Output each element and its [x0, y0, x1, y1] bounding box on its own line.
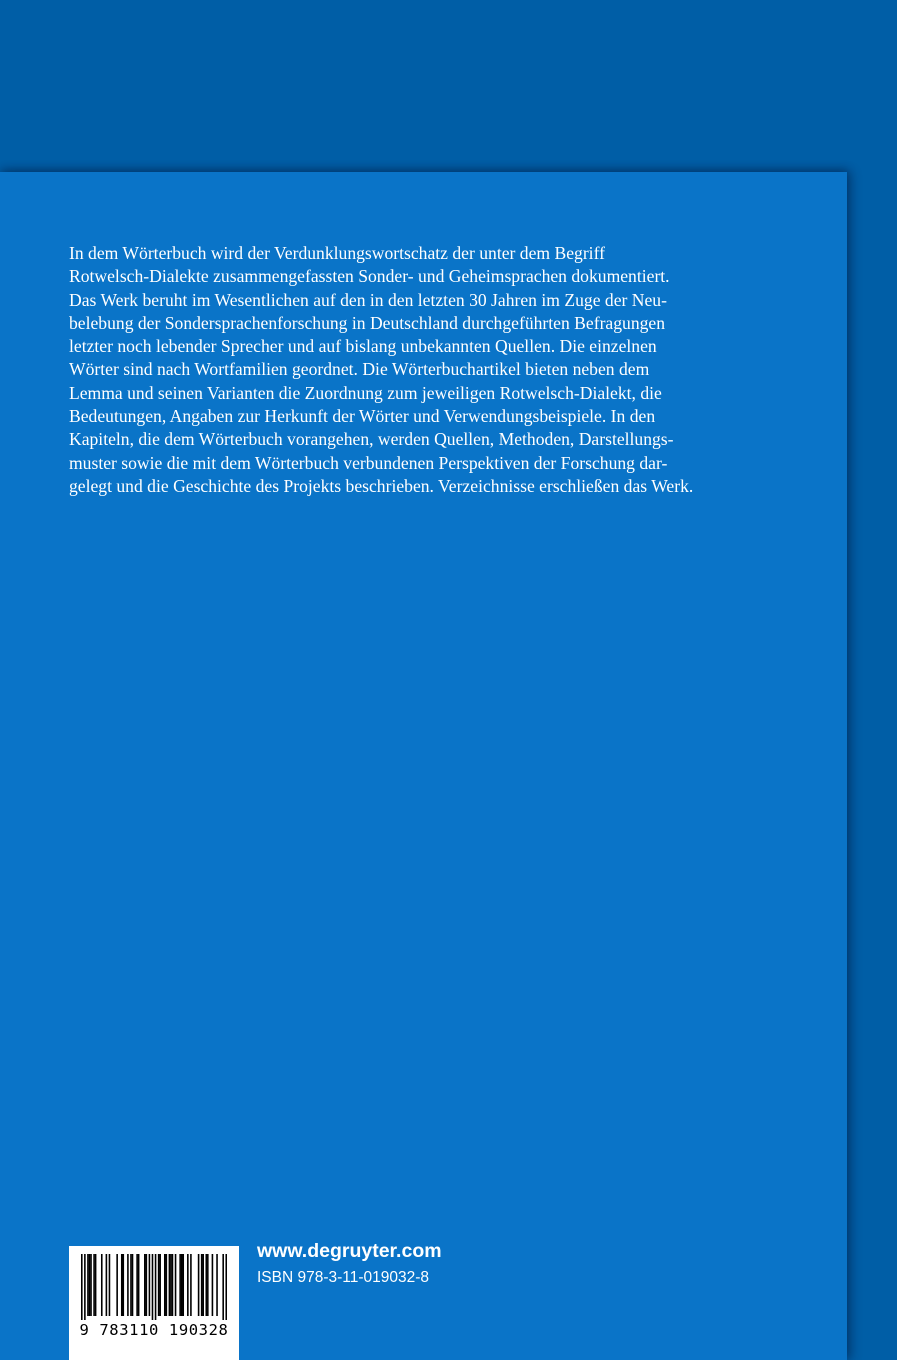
barcode-bar: [158, 1254, 160, 1316]
barcode-bar: [136, 1254, 138, 1316]
blurb-line: Wörter sind nach Wortfamilien geordnet. Die Wörterbuchartikel bieten neben dem: [69, 359, 650, 380]
barcode-bar: [216, 1254, 218, 1316]
barcode-bar: [190, 1254, 192, 1316]
barcode-bar: [201, 1254, 203, 1316]
barcode-bar: [164, 1254, 166, 1316]
barcode-bar: [207, 1254, 209, 1316]
barcode-bar: [84, 1254, 86, 1320]
barcode-bar: [122, 1254, 124, 1316]
barcode-bar: [149, 1254, 151, 1316]
isbn-barcode: [69, 1246, 239, 1360]
barcode-bar: [212, 1254, 214, 1316]
barcode-bar: [132, 1254, 134, 1316]
barcode-bar: [81, 1254, 83, 1320]
barcode-bar: [172, 1254, 174, 1316]
barcode-bar: [127, 1254, 129, 1316]
barcode-bar: [90, 1254, 92, 1316]
barcode-bars-graphic: [81, 1254, 227, 1320]
barcode-bar: [93, 1254, 95, 1316]
barcode-bar: [166, 1254, 168, 1316]
barcode-bar: [187, 1254, 189, 1316]
barcode-bar: [101, 1254, 103, 1316]
publisher-website-link[interactable]: www.degruyter.com: [257, 1240, 442, 1262]
barcode-bar: [146, 1254, 148, 1316]
blurb-line: In dem Wörterbuch wird der Verdunklungswortschatz der unter dem Begriff: [69, 243, 605, 263]
barcode-bar: [89, 1254, 91, 1316]
barcode-bar: [130, 1254, 132, 1316]
barcode-bar: [182, 1254, 184, 1316]
barcode-bar: [144, 1254, 146, 1316]
isbn-number: ISBN 978-3-11-019032-8: [257, 1269, 430, 1286]
back-cover-blurb: [69, 242, 779, 498]
barcode-bar: [138, 1254, 140, 1316]
barcode-bar: [159, 1254, 161, 1316]
barcode-bar: [169, 1254, 171, 1316]
barcode-bar: [152, 1254, 154, 1320]
barcode-bar: [121, 1254, 123, 1316]
barcode-bar: [116, 1254, 118, 1316]
barcode-bar: [87, 1254, 89, 1316]
barcode-bar: [109, 1254, 111, 1316]
blurb-line: Das Werk beruht im Wesentlichen auf den in den letzten 30 Jahren im Zuge der Neu-: [69, 289, 667, 310]
blurb-line: Rotwelsch-Dialekte zusammengefassten Sonder- und Geheimsprachen dokumentiert.: [69, 266, 670, 287]
barcode-bar: [181, 1254, 183, 1316]
blurb-line: Bedeutungen, Angaben zur Herkunft der Wörter und Verwendungsbeispiele. In den: [69, 406, 656, 427]
blurb-line: Kapiteln, die dem Wörterbuch vorangehen, werden Quellen, Methoden, Darstellungs-: [69, 429, 674, 450]
barcode-bar: [170, 1254, 172, 1316]
barcode-bar: [179, 1254, 181, 1316]
barcode-bar: [225, 1254, 227, 1320]
barcode-bar: [106, 1254, 108, 1316]
barcode-bar: [205, 1254, 207, 1316]
barcode-bar: [198, 1254, 200, 1316]
barcode-bar: [155, 1254, 157, 1320]
barcode-digits: 9 783110 190328: [79, 1321, 229, 1339]
barcode-bar: [95, 1254, 97, 1316]
barcode-bar: [202, 1254, 204, 1316]
barcode-bar: [175, 1254, 177, 1316]
blurb-line: belebung der Sondersprachenforschung in Deutschland durchgeführten Befragungen: [69, 312, 666, 333]
blurb-line: gelegt und die Geschichte des Projekts beschrieben. Verzeichnisse erschließen das Werk.: [69, 475, 694, 496]
blurb-line: Lemma und seinen Varianten die Zuordnung zum jeweiligen Rotwelsch-Dialekt, die: [69, 382, 662, 403]
barcode-bar: [222, 1254, 224, 1320]
blurb-line: letzter noch lebender Sprecher und auf bislang unbekannten Quellen. Die einzelnen: [69, 336, 657, 357]
blurb-line: muster sowie die mit dem Wörterbuch verbundenen Perspektiven der Forschung dar-: [69, 452, 668, 473]
